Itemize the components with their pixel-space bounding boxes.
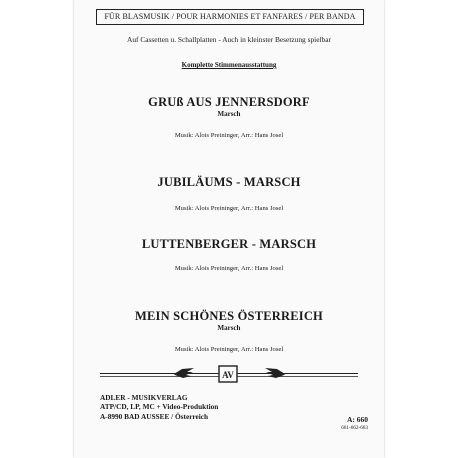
subline: Auf Cassetten u. Schallplatten - Auch in kleinster Besetzung spielbar: [126, 35, 331, 44]
piece-title: LUTTENBERGER - MARSCH: [141, 237, 317, 251]
catalog-block: [316, 415, 368, 431]
publisher-address: A-8990 BAD AUSSEE / Österreich: [100, 411, 209, 421]
piece-credit: Musik: Alois Preininger, Arr.: Hans Josel: [174, 346, 284, 353]
catalog-codes: 661-662-663: [341, 425, 368, 431]
piece-title: GRUß AUS JENNERSDORF: [148, 95, 310, 109]
piece-title: JUBILÄUMS - MARSCH: [157, 175, 301, 189]
piece-title: MEIN SCHÖNES ÖSTERREICH: [135, 309, 323, 323]
banner-text: FÜR BLASMUSIK / POUR HARMONIES ET FANFARES / PER BANDA: [104, 12, 356, 21]
publisher-media: ATP/CD, LP, MC + Video-Produktion: [100, 402, 219, 412]
eagle-wing-icon: [264, 366, 286, 382]
publisher-logo-text: AV: [222, 370, 234, 380]
eagle-wing-icon: [173, 366, 195, 382]
catalog-number: A: 660: [346, 415, 368, 424]
complete-parts-label: Komplette Stimmenausstattung: [181, 61, 277, 69]
publisher-block: [100, 393, 300, 421]
piece-credit: Musik: Alois Preininger, Arr.: Hans Josel: [174, 265, 284, 272]
piece-credit: Musik: Alois Preininger, Arr.: Hans Josel: [174, 205, 284, 212]
piece-credit: Musik: Alois Preininger, Arr.: Hans Josel: [174, 132, 284, 139]
piece-subtitle: Marsch: [217, 324, 241, 332]
piece-subtitle: Marsch: [217, 110, 241, 118]
publisher-logo: [218, 365, 238, 383]
banner-box: [96, 9, 364, 25]
publisher-name: ADLER - MUSIKVERLAG: [100, 393, 188, 402]
